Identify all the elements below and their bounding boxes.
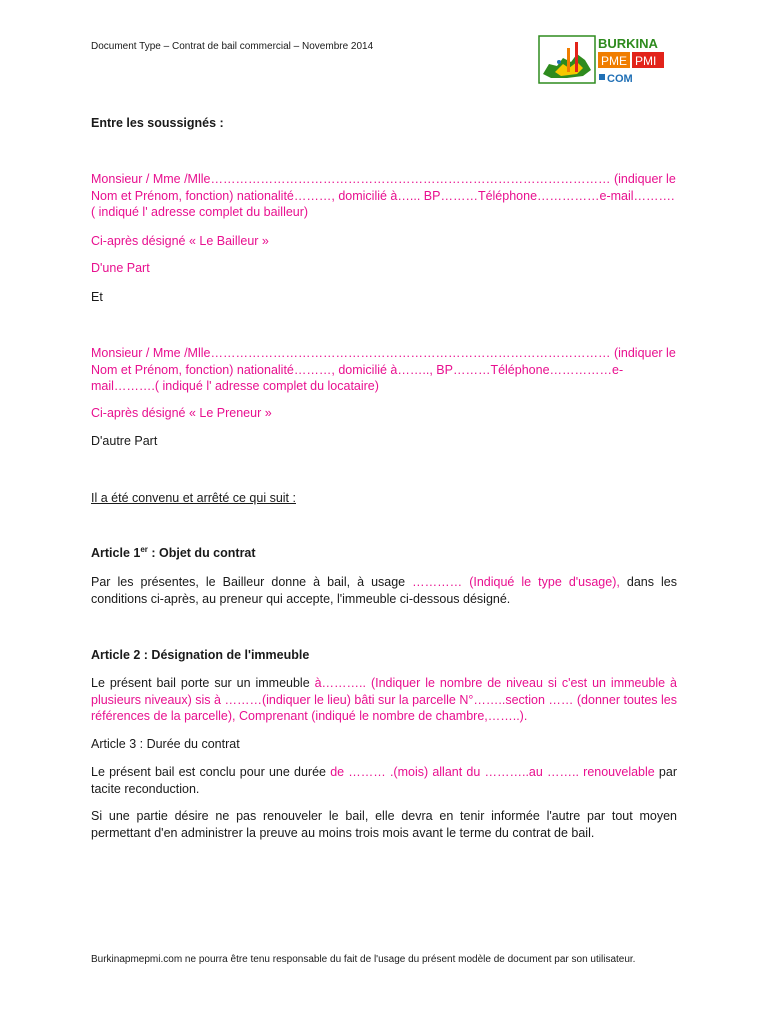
logo-graphic [537,34,677,86]
article-1-text-b: dans les conditions ci-après, au preneur qui accepte, l'immeuble ci-dessous désigné. [91,575,678,606]
une-part-label: D'une Part [91,261,150,275]
logo-burkina-text: BURKINA [598,36,658,51]
document-header: Document Type – Contrat de bail commercial – Novembre 2014 [91,41,374,52]
logo-pmi-text: PMI [635,54,657,68]
article-2-text-a: Le présent bail porte sur un immeuble [91,676,315,690]
article-3-renewal-text: Si une partie désire ne pas renouveler le bail, elle devra en tenir informée l'autre par tout moyen permettant d'en administrer la preuve au moins trois mois avant le terme du contrat de bail. [91,809,677,840]
convenu-statement: Il a été convenu et arrêté ce qui suit : [91,491,296,505]
logo-pme-text: PME [601,54,628,68]
footer-disclaimer: Burkinapmepmi.com ne pourra être tenu responsable du fait de l'usage du présent modèle de document par son utilisateur. [91,954,636,965]
preneur-identity: Monsieur / Mme /Mlle…………………………………………………………………………………… (indiquer le Nom et Prénom, fonction) nationalité………, domicilié à…….., BP………Téléphone……………e-mail……….( indiqué l' adresse complet du locataire) [91,346,676,394]
article-3-duration-placeholder: de ……… .(mois) allant du ………..au …….. renouvelable [330,765,655,779]
preneur-designation: Ci-après désigné « Le Preneur » [91,406,272,420]
article-3-text-a: Le présent bail est conclu pour une durée [91,765,331,779]
intro-heading: Entre les soussignés : [91,116,224,130]
article-1-usage-placeholder: ………… (Indiqué le type d'usage), [412,575,620,589]
article-1-title-sup: er [140,544,148,554]
article-3-text-b: par tacite reconduction. [91,765,677,796]
article-2-placeholder: à……….. (Indiquer le nombre de niveau si c'est un immeuble à plusieurs niveaux) sis à ………(indiquer le lieu) bâti sur la parcelle N°……..section …… (donner toutes les références de la parcelle), Comprenant (indiqué le nombre de chambre,……..). [91,676,677,724]
bailleur-designation: Ci-après désigné « Le Bailleur » [91,234,269,248]
burkina-pme-pmi-logo [537,34,677,86]
et-label: Et [91,290,103,304]
logo-com-text: COM [607,73,633,85]
article-1-text-a: Par les présentes, le Bailleur donne à bail, à usage [91,575,413,589]
article-1-title [91,545,677,562]
article-2-title: Article 2 : Désignation de l'immeuble [91,648,310,662]
article-3-text [91,764,677,797]
article-1-title-b: : Objet du contrat [147,546,256,560]
bailleur-identity: Monsieur / Mme /Mlle…………………………………………………………………………………… (indiquer le Nom et Prénom, fonction) nationalité………, domicilié à…... BP………Téléphone……………e-mail……….( indiqué l' adresse complet du bailleur) [91,172,676,220]
autre-part-label: D'autre Part [91,434,158,448]
article-1-text [91,574,677,607]
article-2-text [91,675,677,725]
article-3-title: Article 3 : Durée du contrat [91,737,240,751]
article-1-title-a: Article 1 [91,546,141,560]
